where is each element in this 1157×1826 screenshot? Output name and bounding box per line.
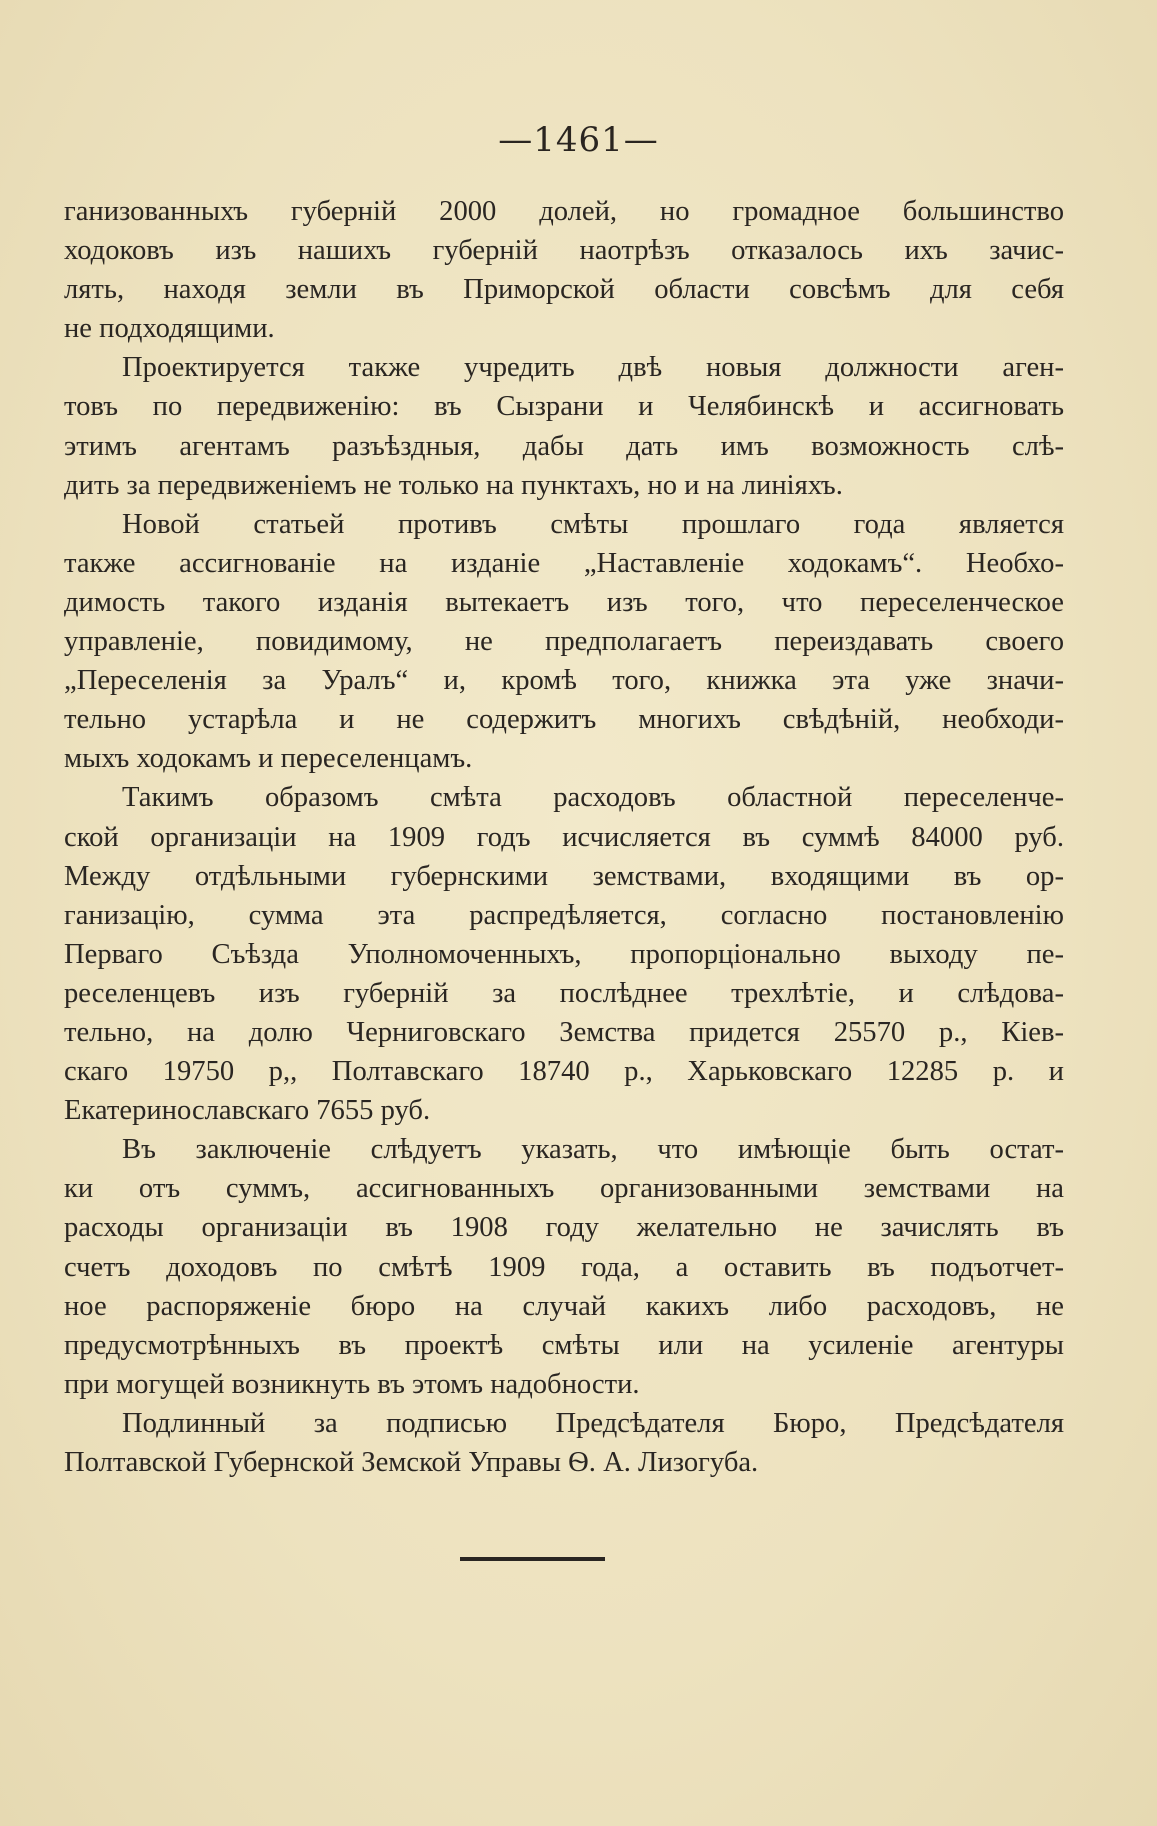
text-line: Между отдѣльными губернскими земствами, входящими въ ор-	[64, 860, 1064, 892]
text-line: не подходящими.	[64, 313, 275, 345]
text-line: Перваго Съѣзда Уполномоченныхъ, пропорціонально выходу пе-	[64, 938, 1064, 970]
text-line: тельно, на долю Черниговскаго Земства придется 25570 р., Кіев-	[64, 1016, 1064, 1048]
paragraph	[64, 192, 1064, 348]
text-line: этимъ агентамъ разъѣздныя, дабы дать имъ возможность слѣ-	[64, 430, 1064, 462]
text-line: при могущей возникнуть въ этомъ надобности.	[64, 1368, 640, 1400]
text-line: Такимъ образомъ смѣта расходовъ областной переселенче-	[122, 782, 1064, 814]
text-line: Подлинный за подписью Предсѣдателя Бюро, Предсѣдателя	[122, 1407, 1064, 1439]
text-line: мыхъ ходокамъ и переселенцамъ.	[64, 743, 473, 775]
text-line: ки отъ суммъ, ассигнованныхъ организованными земствами на	[64, 1173, 1064, 1205]
text-line: предусмотрѣнныхъ въ проектѣ смѣты или на усиленіе агентуры	[64, 1329, 1064, 1361]
text-line: реселенцевъ изъ губерній за послѣднее трехлѣтіе, и слѣдова-	[64, 977, 1064, 1009]
text-line: Новой статьей противъ смѣты прошлаго года является	[122, 508, 1064, 540]
text-line: также ассигнованіе на изданіе „Наставленіе ходокамъ“. Необхо-	[64, 547, 1064, 579]
text-line: расходы организаціи въ 1908 году желательно не зачислять въ	[64, 1212, 1064, 1244]
paragraph	[64, 505, 1064, 779]
text-line: лять, находя земли въ Приморской области совсѣмъ для себя	[64, 274, 1064, 306]
closing-rule	[460, 1557, 605, 1561]
text-line: тельно устарѣла и не содержитъ многихъ свѣдѣній, необходи-	[64, 704, 1064, 736]
text-line: ганизацію, сумма эта распредѣляется, согласно постановленію	[64, 899, 1064, 931]
text-line: ходоковъ изъ нашихъ губерній наотрѣзъ отказалось ихъ зачис-	[64, 235, 1064, 267]
body-text	[64, 192, 1064, 1482]
paragraph	[64, 348, 1064, 504]
text-line: Екатеринославскаго 7655 руб.	[64, 1095, 431, 1127]
text-line: Въ заключеніе слѣдуетъ указать, что имѣющіе быть остат-	[122, 1134, 1064, 1166]
text-line: дить за передвиженіемъ не только на пунктахъ, но и на линіяхъ.	[64, 469, 843, 501]
text-line: димость такого изданія вытекаетъ изъ того, что переселенческое	[64, 586, 1064, 618]
paragraph	[64, 778, 1064, 1130]
paragraph	[64, 1130, 1064, 1404]
text-line: „Переселенія за Уралъ“ и, кромѣ того, книжка эта уже значи-	[64, 665, 1064, 697]
text-line: Проектируется также учредить двѣ новыя должности аген-	[122, 352, 1064, 384]
text-line: ное распоряженіе бюро на случай какихъ либо расходовъ, не	[64, 1290, 1064, 1322]
text-line: ской организаціи на 1909 годъ исчисляется въ суммѣ 84000 руб.	[64, 821, 1064, 853]
text-line: ганизованныхъ губерній 2000 долей, но громадное большинство	[64, 196, 1064, 227]
text-line: товъ по передвиженію: въ Сызрани и Челябинскѣ и ассигновать	[64, 391, 1064, 423]
text-line: управленіе, повидимому, не предполагаетъ переиздавать своего	[64, 626, 1064, 658]
page-number: —1461—	[498, 120, 659, 160]
text-line: счетъ доходовъ по смѣтѣ 1909 года, а оставить въ подъотчет-	[64, 1251, 1064, 1283]
text-line: скаго 19750 р,, Полтавскаго 18740 р., Харьковскаго 12285 р. и	[64, 1056, 1064, 1088]
paragraph	[64, 1404, 1064, 1482]
text-line: Полтавской Губернской Земской Управы Ѳ. А. Лизогуба.	[64, 1447, 759, 1478]
